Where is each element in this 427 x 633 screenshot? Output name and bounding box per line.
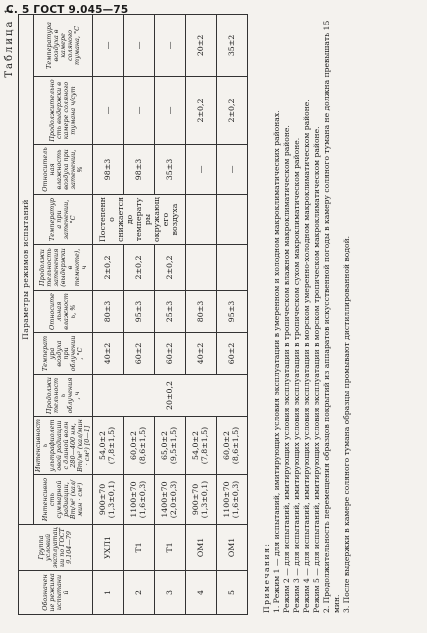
cell-fog-time: — <box>124 77 155 145</box>
cell-humidity: 80±3 <box>93 291 124 333</box>
cell-group: Т1 <box>124 525 155 571</box>
cell-humidity: 25±3 <box>155 291 186 333</box>
cell-fog-temp: 20±2 <box>186 14 217 76</box>
cell-fog-temp: — <box>93 14 124 76</box>
uv-value: 60,0±2 <box>222 431 232 460</box>
cell-humidity: 95±3 <box>124 291 155 333</box>
col-mode-header: Обозначение режима испытаний <box>19 571 93 615</box>
uv-value: 65,0±2 <box>160 431 170 460</box>
table-row <box>217 14 248 614</box>
cell-group: ОМ1 <box>217 525 248 571</box>
regimes-table <box>18 14 248 615</box>
table-row <box>186 14 217 614</box>
total-value: 1100±70 <box>222 481 232 518</box>
total-value: 900±70 <box>191 483 201 516</box>
col-fog-temp-header: Температура воздуха в камере соляного тумана, °С <box>34 14 93 76</box>
cell-uv <box>155 417 186 475</box>
note-item: Режим 3 — для испытаний, имитирующих условия эксплуатации в тропическом сухом макроклиматическом районе. <box>292 137 302 613</box>
table-title: Таблица 1 <box>4 6 15 78</box>
uv-cal-value: (7,8±1,5) <box>200 426 210 465</box>
col-group-header: Группа условий эксплуатации по ГОСТ 9.104—79 <box>19 525 93 571</box>
uv-value: 54,0±2 <box>191 431 201 460</box>
col-humidity-header: Относительная влажность, % <box>34 291 93 333</box>
cell-shade-time: 2±0,2 <box>93 245 124 291</box>
cell-fog-temp: 35±2 <box>217 14 248 76</box>
table-row <box>93 14 124 614</box>
uv-value: 54,0±2 <box>98 431 108 460</box>
cell-shade-humidity: 98±3 <box>93 145 124 195</box>
cell-shade-time <box>186 245 217 291</box>
cell-irradiation-temp: 40±2 <box>93 333 124 375</box>
uv-value: 60,0±2 <box>129 431 139 460</box>
cell-fog-time: 2±0,2 <box>186 77 217 145</box>
cell-humidity: 95±3 <box>217 291 248 333</box>
col-shade-temp-header: Температура при затенении, °С <box>34 195 93 245</box>
total-cal-value: (1,3±0,1) <box>107 480 117 519</box>
cell-humidity: 80±3 <box>186 291 217 333</box>
cell-fog-temp: — <box>155 14 186 76</box>
uv-cal-value: (9,5±1,5) <box>169 426 179 465</box>
total-cal-value: (2,0±0,3) <box>169 480 179 519</box>
cell-fog-temp: — <box>124 14 155 76</box>
note-item: Режим 4 — для испытаний, имитирующих условия эксплуатации в морском умеренно-холодном макроклиматическом районе. <box>302 99 312 613</box>
cell-total <box>217 475 248 525</box>
cell-total <box>124 475 155 525</box>
cell-total <box>155 475 186 525</box>
notes <box>262 13 352 613</box>
uv-cal-value: (8,6±1,5) <box>231 426 241 465</box>
group-header: Параметры режимов испытаний <box>19 14 34 524</box>
total-value: 900±70 <box>98 483 108 516</box>
col-uv-radiation-header: Интенсивность ультрафиолетовой радиации с длиной волн 280—400 нм, Вт/м² (кал/мин · см²) [0—1] <box>34 417 93 475</box>
cell-irradiation-temp: 40±2 <box>186 333 217 375</box>
cell-uv <box>93 417 124 475</box>
cell-total <box>93 475 124 525</box>
cell-mode: 4 <box>186 571 217 615</box>
cell-shade-humidity: — <box>186 145 217 195</box>
col-irradiation-time-header: Продолжительность облучения, ч <box>34 375 93 417</box>
page-header: С. 5 ГОСТ 9.045—75 <box>6 4 129 16</box>
cell-irradiation-temp: 60±2 <box>155 333 186 375</box>
note-item: Режим 5 — для испытаний, имитирующих условия эксплуатации в морском тропическом макроклиматическом районе. <box>312 126 322 613</box>
cell-fog-time: — <box>155 77 186 145</box>
note-item: 2. Продолжительность перемещения образцов покрытий из аппаратов искусственной погоды в камеру соляного тумана не должна превышать 15 мин. <box>322 20 342 613</box>
note-item: Режим 2 — для испытаний, имитирующих условия эксплуатации в тропическом влажном макроклиматическом районе. <box>282 125 292 613</box>
cell-mode: 3 <box>155 571 186 615</box>
table-row <box>155 14 186 614</box>
cell-shade-humidity: 35±3 <box>155 145 186 195</box>
total-cal-value: (1,3±0,1) <box>200 480 210 519</box>
note-item: 3. После выдержки в камере соляного тумана образцы промывают дистиллированной водой. <box>342 235 352 613</box>
note-item: 1. Режим 1 — для испытаний, имитирующих условия эксплуатации в умеренном и холодном макроклиматических районах. <box>272 110 282 613</box>
cell-shade-humidity: 98±3 <box>124 145 155 195</box>
cell-uv <box>124 417 155 475</box>
notes-title: Примечания: <box>262 542 271 613</box>
col-total-radiation-header: Интенсивность суммарной радиации, Вт/м² (кал/мин · см²) <box>34 475 93 525</box>
cell-fog-time: — <box>93 77 124 145</box>
total-value: 1100±70 <box>129 481 139 518</box>
col-fog-time-header: Продолжительность выдержки в камере соляного тумана ч/сут <box>34 77 93 145</box>
cell-uv <box>217 417 248 475</box>
total-value: 1400±70 <box>160 481 170 518</box>
table-row <box>124 14 155 614</box>
cell-group: ОМ1 <box>186 525 217 571</box>
cell-uv <box>186 417 217 475</box>
uv-cal-value: (8,6±1,5) <box>138 426 148 465</box>
cell-total <box>186 475 217 525</box>
col-shade-humidity-header: Относительная влажность воздуха при затенении, % <box>34 145 93 195</box>
cell-shade-temp <box>217 195 248 245</box>
cell-irradiation-time: 20±0,2 <box>93 375 248 417</box>
cell-irradiation-temp: 60±2 <box>124 333 155 375</box>
cell-mode: 5 <box>217 571 248 615</box>
total-cal-value: (1,6±0,3) <box>231 480 241 519</box>
col-shade-time-header: Продолжительность затенения (выдержки в темноте), ч <box>34 245 93 291</box>
total-cal-value: (1,6±0,3) <box>138 480 148 519</box>
cell-shade-temp <box>186 195 217 245</box>
cell-shade-humidity: — <box>217 145 248 195</box>
cell-group: УХЛ1 <box>93 525 124 571</box>
cell-shade-time: 2±0,2 <box>155 245 186 291</box>
cell-group: Т1 <box>155 525 186 571</box>
cell-mode: 2 <box>124 571 155 615</box>
cell-irradiation-temp: 60±2 <box>217 333 248 375</box>
cell-fog-time: 2±0,2 <box>217 77 248 145</box>
cell-shade-time: 2±0,2 <box>124 245 155 291</box>
cell-mode: 1 <box>93 571 124 615</box>
cell-shade-temp: Постепенно снижается до температуры окружающего воздуха <box>93 195 186 245</box>
col-irradiation-temp-header: Температура воздуха при облучении, °С <box>34 333 93 375</box>
uv-cal-value: (7,8±1,5) <box>107 426 117 465</box>
cell-shade-time <box>217 245 248 291</box>
